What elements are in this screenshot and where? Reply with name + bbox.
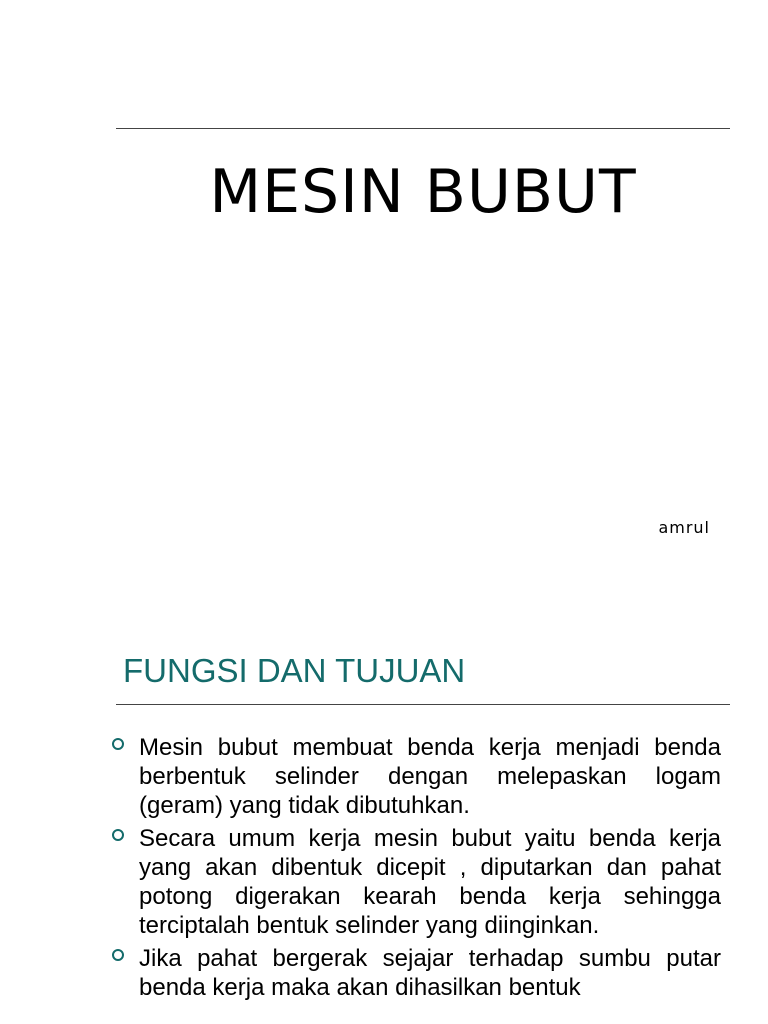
section-heading: FUNGSI DAN TUJUAN bbox=[123, 652, 466, 689]
author-name: amrul bbox=[658, 518, 710, 537]
bullet-item bbox=[112, 733, 721, 820]
bullet-item bbox=[112, 824, 721, 940]
bullet-item bbox=[112, 944, 721, 1002]
bullet-text: Secara umum kerja mesin bubut yaitu benda kerja yang akan dibentuk dicepit , diputarkan dan pahat potong digerakan kearah benda kerja sehingga terciptalah bentuk selinder yang diinginkan. bbox=[139, 825, 721, 939]
bullet-text: Jika pahat bergerak sejajar terhadap sumbu putar benda kerja maka akan dihasilkan bentuk bbox=[139, 945, 721, 1001]
bullet-list bbox=[112, 733, 721, 1006]
title-top-rule bbox=[116, 128, 730, 129]
section-heading-rule bbox=[116, 704, 730, 705]
hollow-circle-bullet-icon bbox=[112, 829, 124, 841]
bullet-text: Mesin bubut membuat benda kerja menjadi benda berbentuk selinder dengan melepaskan logam (geram) yang tidak dibutuhkan. bbox=[139, 734, 721, 819]
hollow-circle-bullet-icon bbox=[112, 738, 124, 750]
slide-title: MESIN BUBUT bbox=[209, 157, 637, 227]
hollow-circle-bullet-icon bbox=[112, 949, 124, 961]
